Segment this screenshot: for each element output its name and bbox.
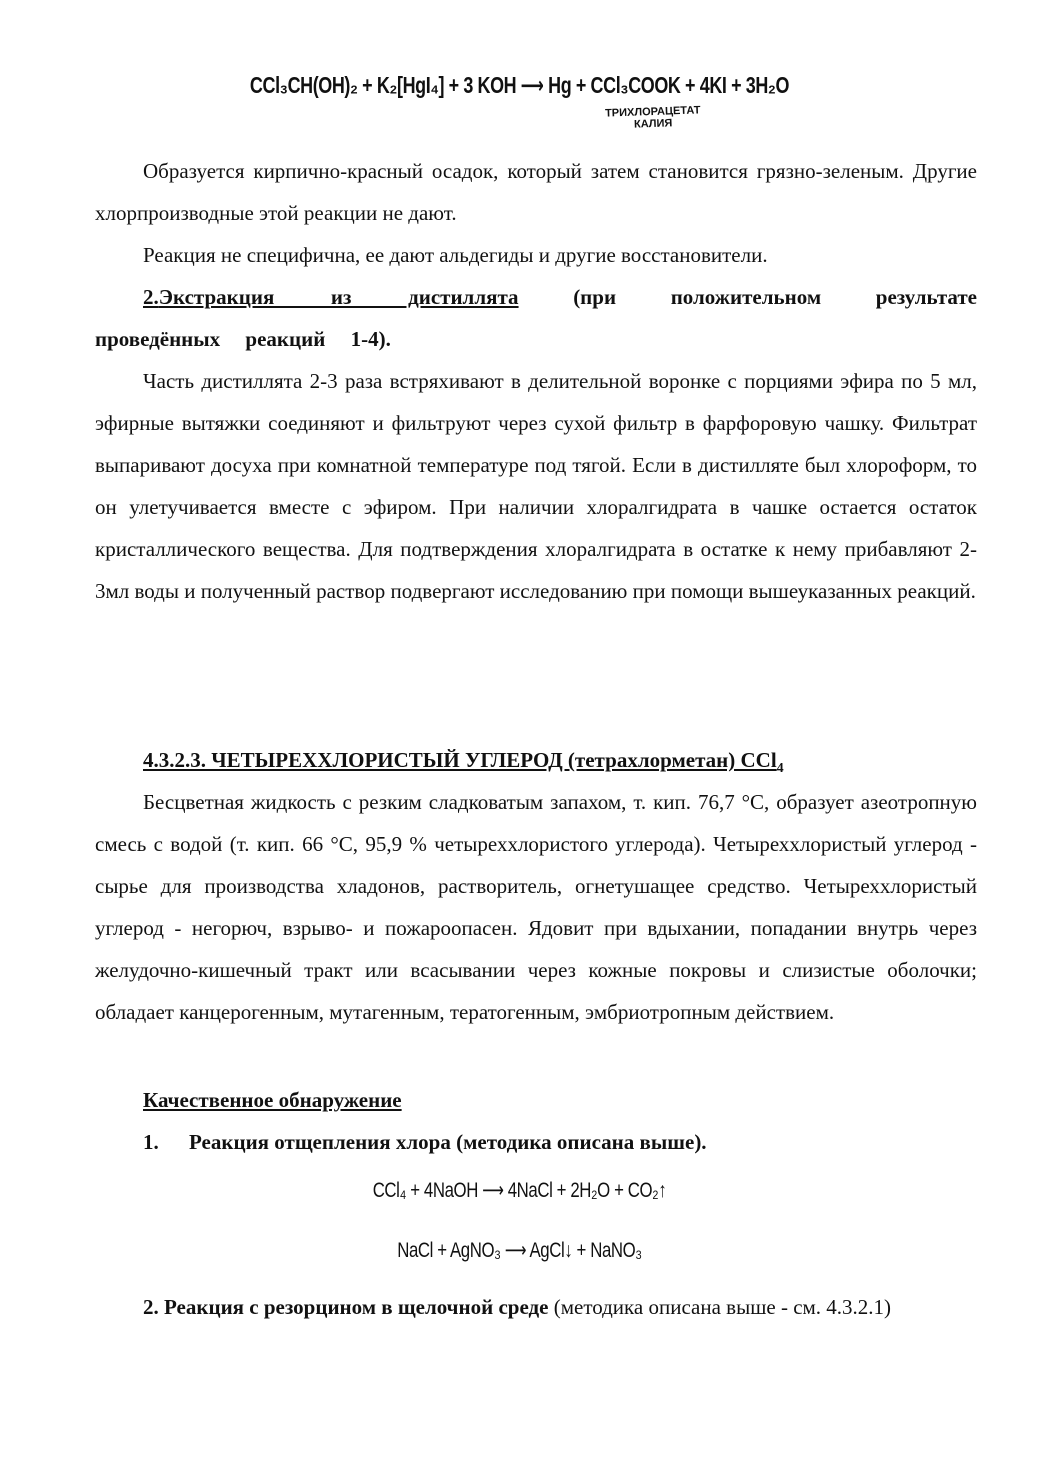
list-item-chlorine-cleavage [143, 1130, 707, 1155]
heading-subscript: 4 [776, 761, 784, 777]
list-item-number: 1. [143, 1130, 159, 1154]
resorcinol-method-ref: (методика описана выше - см. 4.3.2.1) [548, 1295, 892, 1319]
subheading-qualitative-detection: Качественное обнаружение [143, 1088, 402, 1112]
list-item-text: Реакция отщепления хлора (методика описана выше). [189, 1130, 707, 1154]
section-extraction-heading [95, 276, 977, 360]
paragraph-extraction-procedure: Часть дистиллята 2-3 раза встряхивают в делительной воронке с порциями эфира по 5 мл, эфирные вытяжки соединяют и фильтруют через сухой фильтр в фарфоровую чашку. Фильтрат выпаривают досуха при комнатной температуре под тягой. Если в дистилляте был хлороформ, то он улетучивается вместе с эфиром. При наличии хлоралгидрата в чашке остается остаток кристаллического вещества. Для подтверждения хлоралгидрата в остатке к нему прибавляют 2-3мл воды и полученный раствор подвергают исследованию при помощи вышеуказанных реакций. [95, 369, 977, 603]
paragraph-resorcinol-reaction [95, 1286, 977, 1328]
annotation-line-2: КАЛИЯ [633, 117, 673, 131]
formula-nacl-agno3: NaCl + AgNO₃ ⟶ AgCl↓ + NaNO₃ [397, 1239, 642, 1262]
section-heading-carbon-tetrachloride [143, 748, 784, 777]
paragraph-nonspecific: Реакция не специфична, ее дают альдегиды и другие восстановители. [143, 243, 768, 267]
paragraph-precipitate: Образуется кирпично-красный осадок, который затем становится грязно-зеленым. Другие хлорпроизводные этой реакции не дают. [95, 159, 977, 225]
formula-ccl4-naoh: CCl₄ + 4NaOH ⟶ 4NaCl + 2H₂O + CO₂↑ [372, 1179, 667, 1202]
annotation-line-1: ТРИХЛОРАЦЕТАТ [604, 104, 701, 120]
paragraph-properties: Бесцветная жидкость с резким сладковатым запахом, т. кип. 76,7 °С, образует азеотропную смесь с водой (т. кип. 66 °С, 95,9 % четыреххлористого углерода). Четыреххлористый углерод - сырье для производства хладонов, растворитель, огнетушащее средство. Четыреххлористый углерод - негорюч, взрыво- и пожароопасен. Ядовит при вдыхании, попадании внутрь через желудочно-кишечный тракт или всасывании через кожные покровы и слизистые оболочки; обладает канцерогенным, мутагенным, тератогенным, эмбриотропным действием. [95, 790, 977, 1024]
formula-product-annotation [578, 103, 729, 132]
formula-chloral-hydrate-reaction: CCl₃CH(OH)₂ + K₂[HgI₄] + 3 KOH ⟶ Hg + CCl₃COOK + 4KI + 3H₂O [249, 72, 790, 98]
resorcinol-title: 2. Реакция с резорцином в щелочной среде [143, 1295, 549, 1319]
section-title: Экстракция из дистиллята [158, 285, 519, 309]
section-condition: (при положительном результате проведённых реакций 1-4). [95, 285, 977, 351]
section-number: 2. [143, 285, 159, 309]
heading-text: 4.3.2.3. ЧЕТЫРЕХХЛОРИСТЫЙ УГЛЕРОД (тетрахлорметан) CCl [143, 748, 777, 772]
